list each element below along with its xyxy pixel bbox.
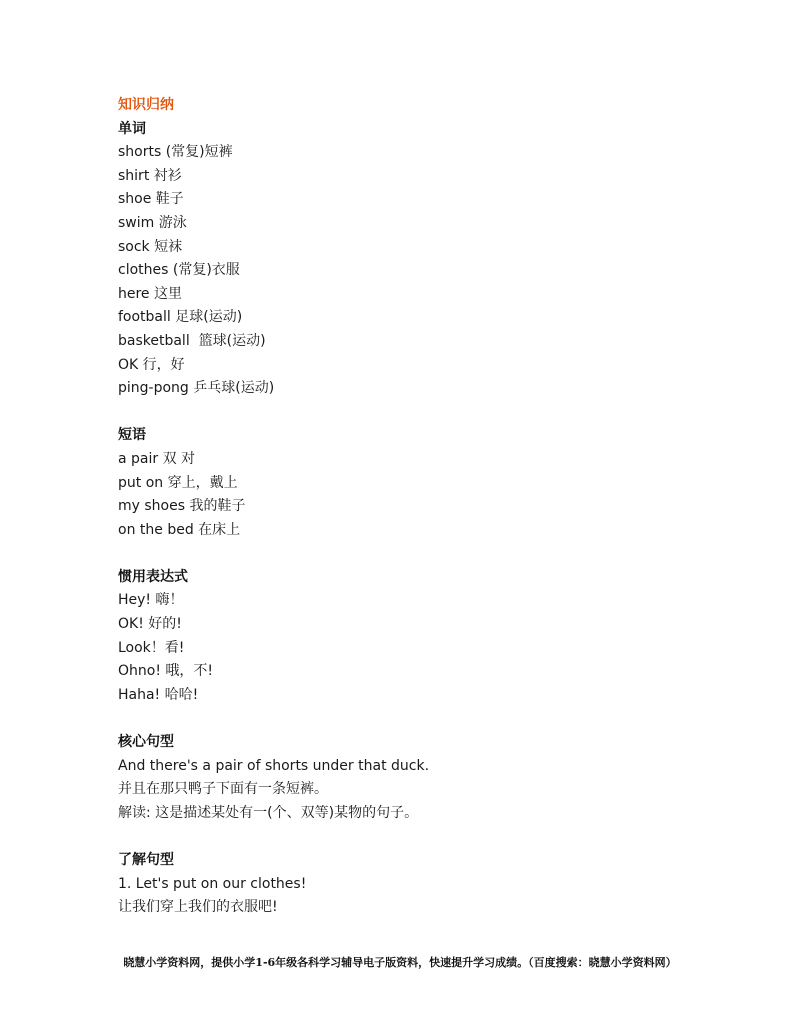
text-line: swim 游泳 bbox=[118, 214, 187, 231]
section-heading: 核心句型 bbox=[118, 734, 174, 751]
text-line: football 足球(运动) bbox=[118, 309, 243, 326]
section-expressions bbox=[118, 566, 758, 708]
text-line: basketball 篮球(运动) bbox=[118, 332, 266, 349]
text-line: 1. Let's put on our clothes! bbox=[118, 875, 307, 892]
page-footer: 晓慧小学资料网，提供小学1-6年级各科学习辅导电子版资料，快速提升学习成绩。（百度搜索：晓慧小学资料网） bbox=[123, 956, 677, 969]
text-line: my shoes 我的鞋子 bbox=[118, 498, 246, 515]
text-line: 让我们穿上我们的衣服吧! bbox=[118, 899, 278, 916]
section-heading: 了解句型 bbox=[118, 852, 174, 868]
text-line: OK 行，好 bbox=[118, 356, 185, 373]
text-line: ping-pong 乒乓球(运动) bbox=[118, 380, 275, 397]
text-line: a pair 双 对 bbox=[118, 450, 196, 467]
text-line: Look！看! bbox=[118, 639, 185, 656]
text-line: put on 穿上，戴上 bbox=[118, 474, 238, 491]
text-line: here 这里 bbox=[118, 285, 182, 302]
section-heading: 单词 bbox=[118, 120, 146, 137]
text-line: And there's a pair of shorts under that duck. bbox=[118, 757, 430, 774]
text-line: sock 短袜 bbox=[118, 238, 183, 255]
section-core-sentences bbox=[118, 731, 758, 825]
text-line: shorts (常复)短裤 bbox=[118, 144, 233, 161]
text-line: 并且在那只鸭子下面有一条短裤。 bbox=[118, 781, 328, 798]
text-line: on the bed 在床上 bbox=[118, 521, 241, 538]
text-line: Ohno! 哦，不! bbox=[118, 663, 214, 680]
text-line: 解读: 这是描述某处有一(个、双等)某物的句子。 bbox=[118, 804, 419, 821]
document-body bbox=[118, 94, 758, 920]
text-line: Haha! 哈哈! bbox=[118, 686, 199, 703]
section-words bbox=[118, 118, 758, 401]
section-heading: 惯用表达式 bbox=[118, 568, 188, 585]
text-line: clothes (常复)衣服 bbox=[118, 262, 240, 279]
text-line: shirt 衬衫 bbox=[118, 167, 182, 184]
section-heading: 短语 bbox=[118, 427, 146, 444]
section-phrases bbox=[118, 424, 758, 542]
section-other-sentences bbox=[118, 849, 758, 920]
page-title: 知识归纳 bbox=[118, 97, 174, 113]
text-line: shoe 鞋子 bbox=[118, 191, 184, 208]
text-line: OK! 好的! bbox=[118, 616, 182, 633]
text-line: Hey! 嗨！ bbox=[118, 592, 184, 609]
